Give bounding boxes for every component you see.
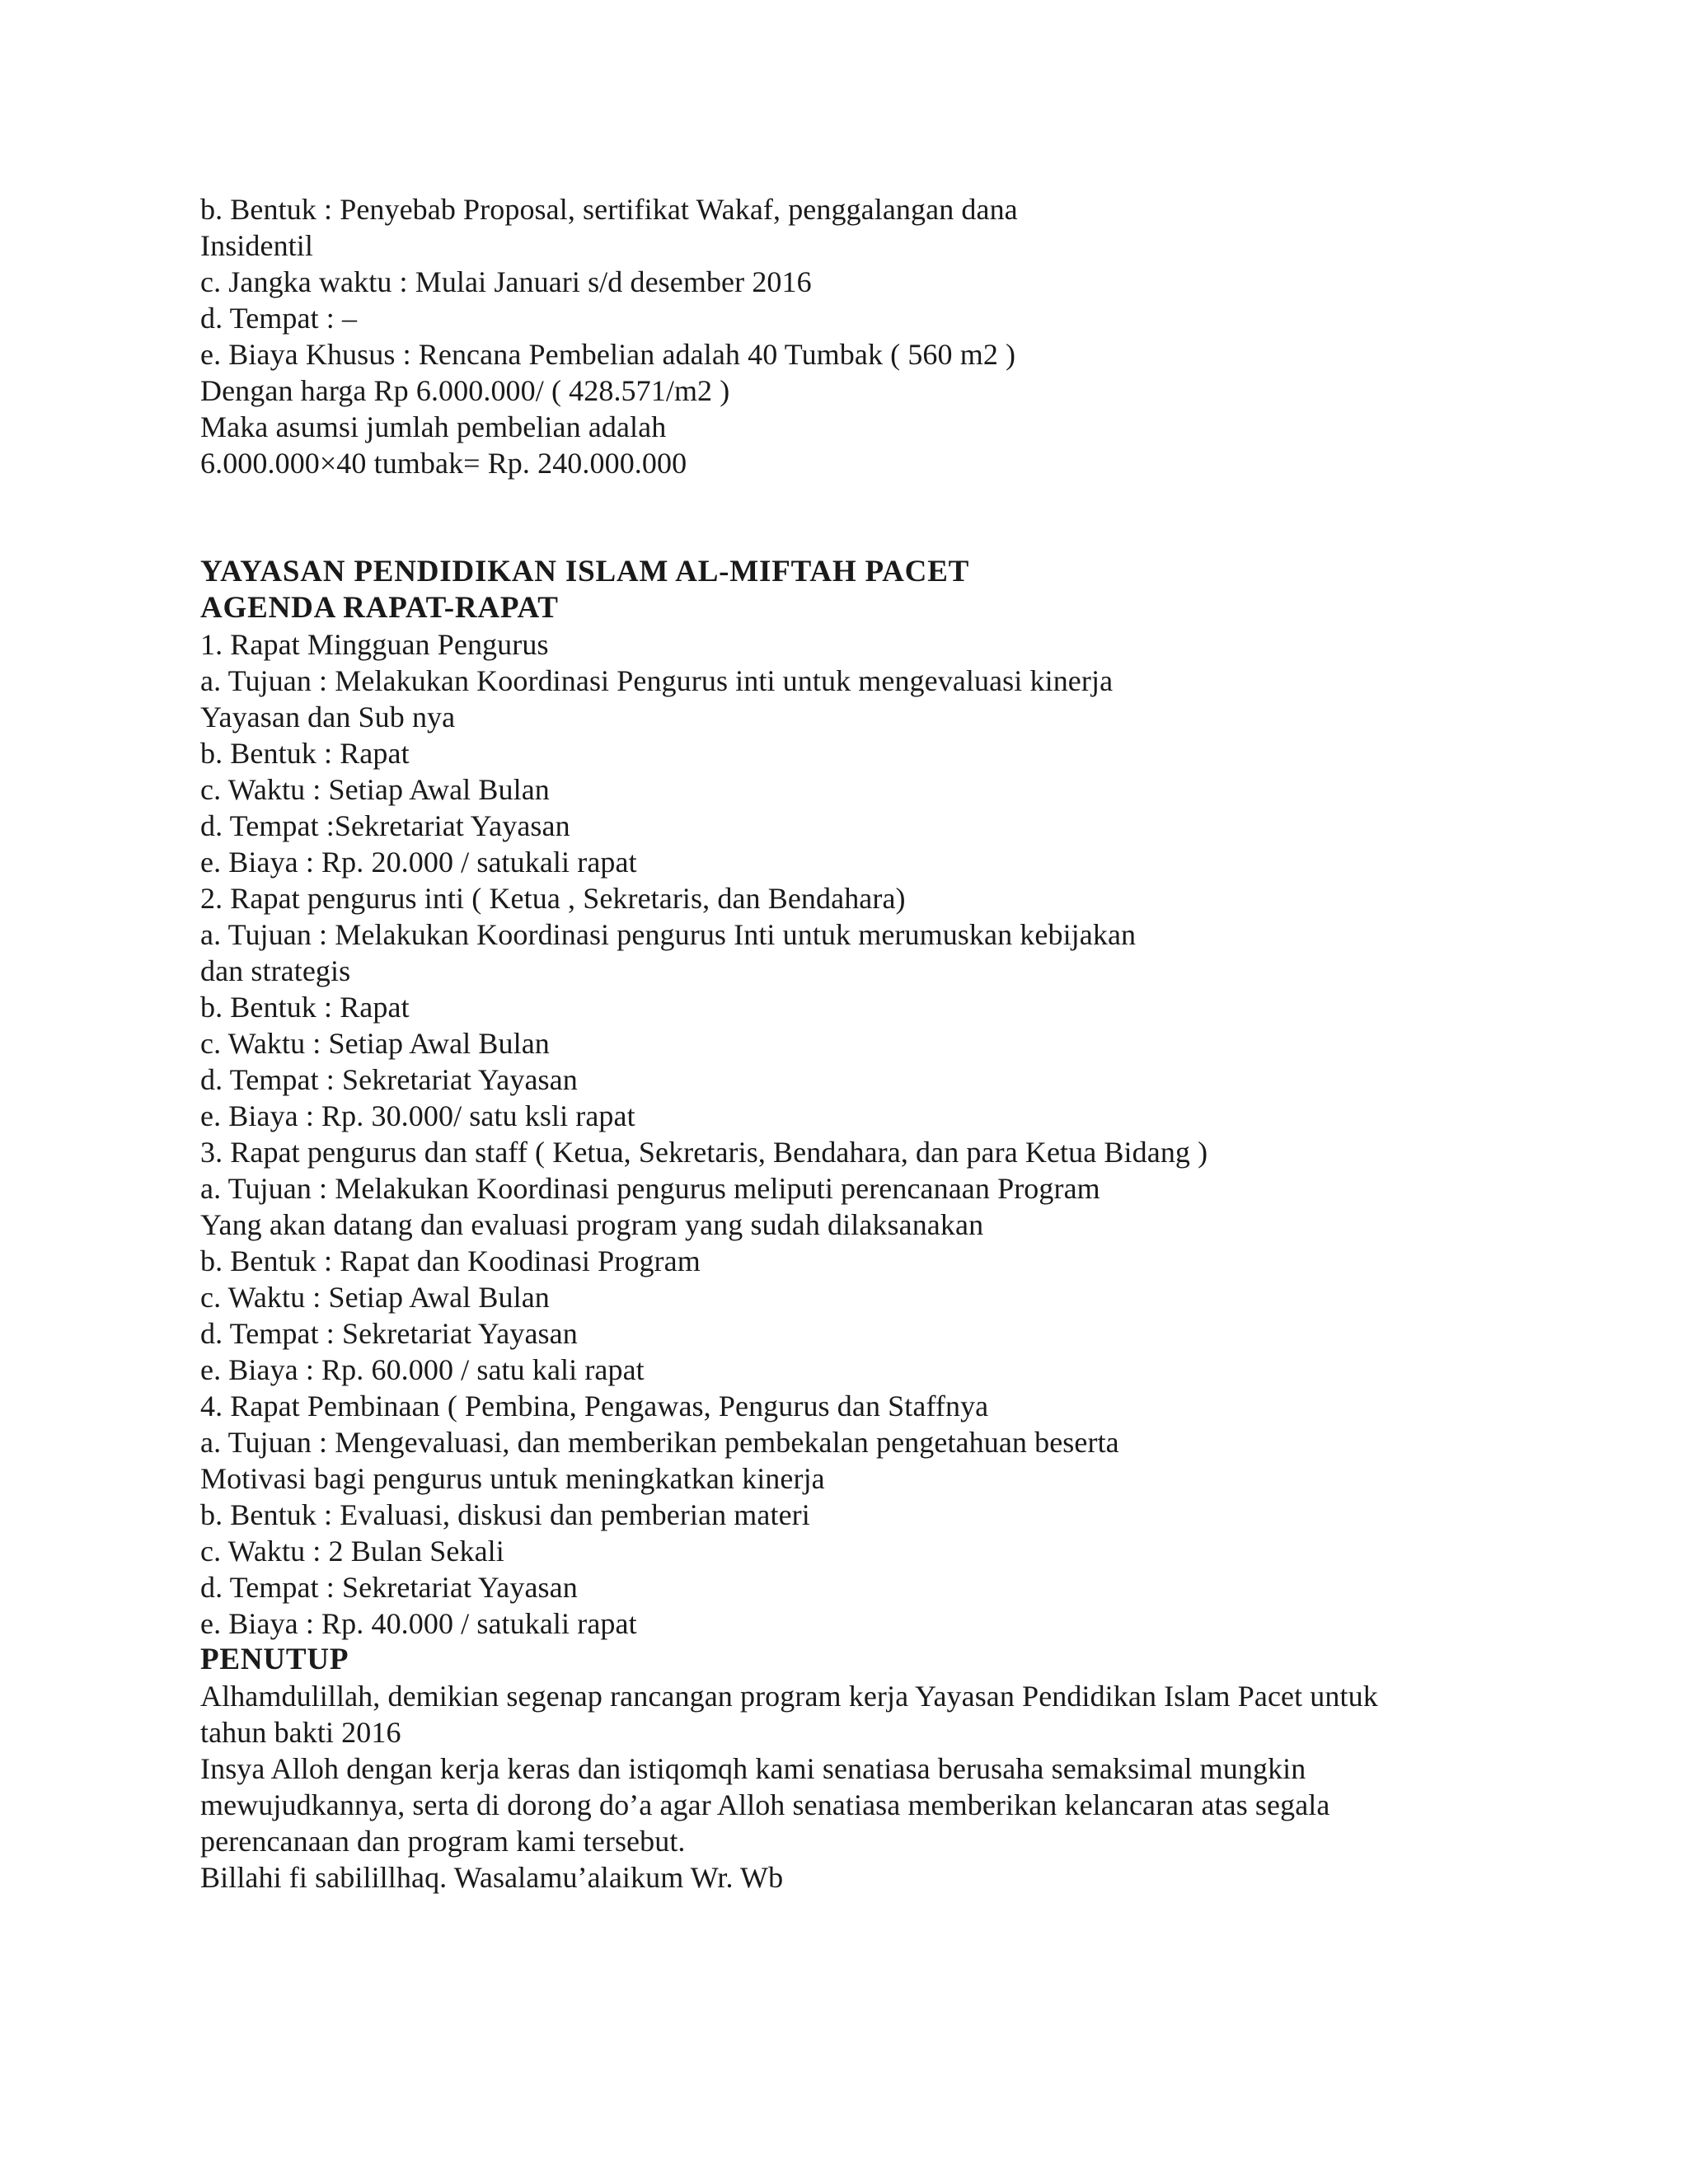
- agenda-line: 1. Rapat Mingguan Pengurus: [200, 628, 549, 661]
- organization-title: YAYASAN PENDIDIKAN ISLAM AL-MIFTAH PACET: [200, 555, 970, 588]
- text-line: c. Jangka waktu : Mulai Januari s/d desember 2016: [200, 265, 812, 298]
- agenda-line: 4. Rapat Pembinaan ( Pembina, Pengawas, Pengurus dan Staffnya: [200, 1390, 989, 1422]
- agenda-line: e. Biaya : Rp. 60.000 / satu kali rapat: [200, 1353, 645, 1386]
- closing-section: [200, 1642, 1503, 1896]
- agenda-line: c. Waktu : 2 Bulan Sekali: [200, 1535, 504, 1568]
- agenda-line: a. Tujuan : Melakukan Koordinasi Pengurus inti untuk mengevaluasi kinerja: [200, 664, 1114, 697]
- agenda-line: d. Tempat : Sekretariat Yayasan: [200, 1063, 578, 1096]
- agenda-line: b. Bentuk : Rapat: [200, 737, 410, 770]
- text-line: e. Biaya Khusus : Rencana Pembelian adalah 40 Tumbak ( 560 m2 ): [200, 338, 1016, 371]
- agenda-line: a. Tujuan : Melakukan Koordinasi pengurus meliputi perencanaan Program: [200, 1172, 1100, 1205]
- closing-line: Alhamdulillah, demikian segenap rancangan program kerja Yayasan Pendidikan Islam Pacet untuk: [200, 1680, 1378, 1713]
- closing-line: mewujudkannya, serta di dorong do’a agar Alloh senatiasa memberikan kelancaran atas segala: [200, 1788, 1330, 1821]
- agenda-section: [200, 554, 1503, 1642]
- closing-title: PENUTUP: [200, 1643, 349, 1676]
- agenda-line: c. Waktu : Setiap Awal Bulan: [200, 1281, 550, 1314]
- agenda-line: d. Tempat :Sekretariat Yayasan: [200, 809, 570, 842]
- agenda-line: a. Tujuan : Melakukan Koordinasi pengurus Inti untuk merumuskan kebijakan: [200, 918, 1137, 951]
- top-section: [200, 191, 1503, 481]
- text-line: b. Bentuk : Penyebab Proposal, sertifikat Wakaf, penggalangan dana: [200, 193, 1018, 226]
- agenda-line: dan strategis: [200, 954, 351, 987]
- document-page: [200, 191, 1503, 1896]
- agenda-line: e. Biaya : Rp. 40.000 / satukali rapat: [200, 1607, 637, 1640]
- text-line: d. Tempat : –: [200, 302, 358, 335]
- closing-line: perencanaan dan program kami tersebut.: [200, 1825, 686, 1858]
- agenda-line: e. Biaya : Rp. 30.000/ satu ksli rapat: [200, 1099, 635, 1132]
- text-line: Dengan harga Rp 6.000.000/ ( 428.571/m2 ): [200, 374, 730, 407]
- closing-line: Insya Alloh dengan kerja keras dan istiqomqh kami senatiasa berusaha semaksimal mungkin: [200, 1752, 1306, 1785]
- agenda-line: b. Bentuk : Rapat dan Koodinasi Program: [200, 1244, 701, 1277]
- agenda-line: e. Biaya : Rp. 20.000 / satukali rapat: [200, 846, 637, 879]
- text-line: Insidentil: [200, 229, 313, 262]
- agenda-line: Yang akan datang dan evaluasi program yang sudah dilaksanakan: [200, 1208, 984, 1241]
- closing-line: tahun bakti 2016: [200, 1716, 401, 1749]
- agenda-line: Yayasan dan Sub nya: [200, 701, 456, 733]
- text-line: 6.000.000×40 tumbak= Rp. 240.000.000: [200, 447, 687, 480]
- text-line: Maka asumsi jumlah pembelian adalah: [200, 410, 667, 443]
- agenda-line: d. Tempat : Sekretariat Yayasan: [200, 1317, 578, 1350]
- section-spacer: [200, 481, 1503, 554]
- agenda-line: c. Waktu : Setiap Awal Bulan: [200, 773, 550, 806]
- agenda-line: b. Bentuk : Rapat: [200, 991, 410, 1024]
- agenda-line: Motivasi bagi pengurus untuk meningkatkan kinerja: [200, 1462, 825, 1495]
- agenda-line: c. Waktu : Setiap Awal Bulan: [200, 1027, 550, 1060]
- agenda-line: d. Tempat : Sekretariat Yayasan: [200, 1571, 578, 1604]
- agenda-line: 2. Rapat pengurus inti ( Ketua , Sekretaris, dan Bendahara): [200, 882, 906, 915]
- agenda-title: AGENDA RAPAT-RAPAT: [200, 591, 559, 625]
- closing-line: Billahi fi sabilillhaq. Wasalamu’alaikum Wr. Wb: [200, 1861, 784, 1894]
- agenda-line: b. Bentuk : Evaluasi, diskusi dan pemberian materi: [200, 1498, 810, 1531]
- agenda-line: 3. Rapat pengurus dan staff ( Ketua, Sekretaris, Bendahara, dan para Ketua Bidang ): [200, 1136, 1208, 1169]
- agenda-line: a. Tujuan : Mengevaluasi, dan memberikan pembekalan pengetahuan beserta: [200, 1426, 1119, 1459]
